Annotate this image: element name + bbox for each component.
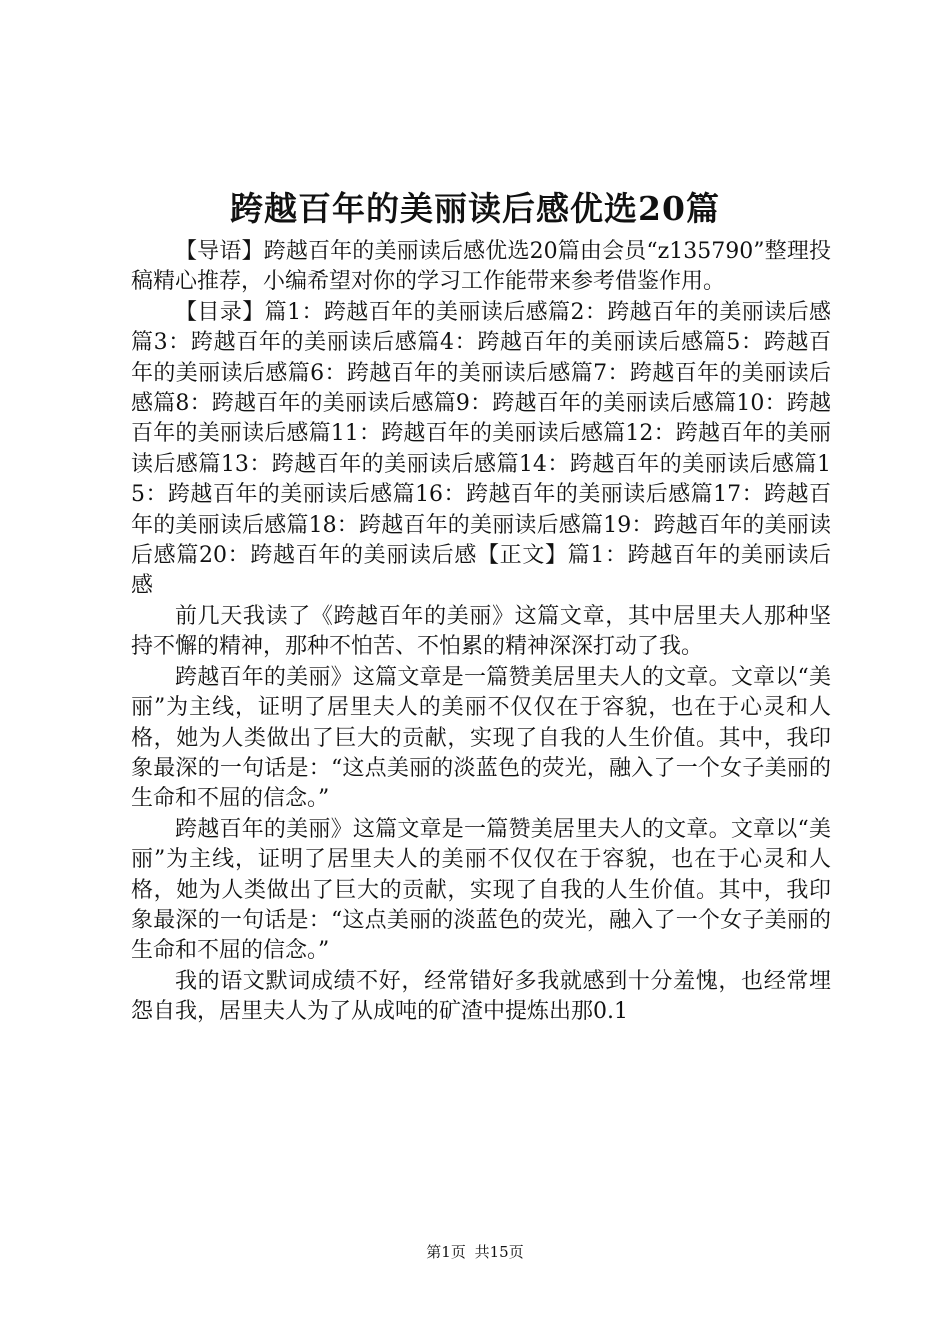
body-paragraph: 我的语文默词成绩不好，经常错好多我就感到十分羞愧，也经常埋怨自我，居里夫人为了从成吨的矿渣中提炼出那0.1 bbox=[131, 968, 831, 1025]
body-paragraph: 跨越百年的美丽》这篇文章是一篇赞美居里夫人的文章。文章以“美丽”为主线，证明了居里夫人的美丽不仅仅在于容貌，也在于心灵和人格，她为人类做出了巨大的贡献，实现了自我的人生价值。其中，我印象最深的一句话是：“这点美丽的淡蓝色的荧光，融入了一个女子美丽的生命和不屈的信念。” bbox=[131, 816, 831, 964]
intro-paragraph: 【导语】跨越百年的美丽读后感优选20篇由会员“z135790”整理投稿精心推荐，小编希望对你的学习工作能带来参考借鉴作用。 bbox=[131, 239, 831, 295]
page-total: 共15页 bbox=[474, 1243, 524, 1261]
body-paragraph: 跨越百年的美丽》这篇文章是一篇赞美居里夫人的文章。文章以“美丽”为主线，证明了居里夫人的美丽不仅仅在于容貌，也在于心灵和人格，她为人类做出了巨大的贡献，实现了自我的人生价值。其中，我印象最深的一句话是：“这点美丽的淡蓝色的荧光，融入了一个女子美丽的生命和不屈的信念。” bbox=[131, 664, 831, 812]
document-body bbox=[131, 237, 831, 1028]
table-of-contents-paragraph: 【目录】篇1：跨越百年的美丽读后感篇2：跨越百年的美丽读后感篇3：跨越百年的美丽读后感篇4：跨越百年的美丽读后感篇5：跨越百年的美丽读后感篇6：跨越百年的美丽读后感篇7：跨越百年的美丽读后感篇8：跨越百年的美丽读后感篇9：跨越百年的美丽读后感篇10：跨越百年的美丽读后感篇11：跨越百年的美丽读后感篇12：跨越百年的美丽读后感篇13：跨越百年的美丽读后感篇14：跨越百年的美丽读后感篇15：跨越百年的美丽读后感篇16：跨越百年的美丽读后感篇17：跨越百年的美丽读后感篇18：跨越百年的美丽读后感篇19：跨越百年的美丽读后感篇20：跨越百年的美丽读后感【正文】篇1：跨越百年的美丽读后感 bbox=[131, 299, 831, 599]
page-footer bbox=[0, 1242, 950, 1262]
body-paragraph: 前几天我读了《跨越百年的美丽》这篇文章，其中居里夫人那种坚持不懈的精神，那种不怕苦、不怕累的精神深深打动了我。 bbox=[131, 603, 831, 660]
document-title: 跨越百年的美丽读后感优选20篇 bbox=[230, 189, 720, 228]
page-number: 第1页 bbox=[426, 1243, 466, 1261]
